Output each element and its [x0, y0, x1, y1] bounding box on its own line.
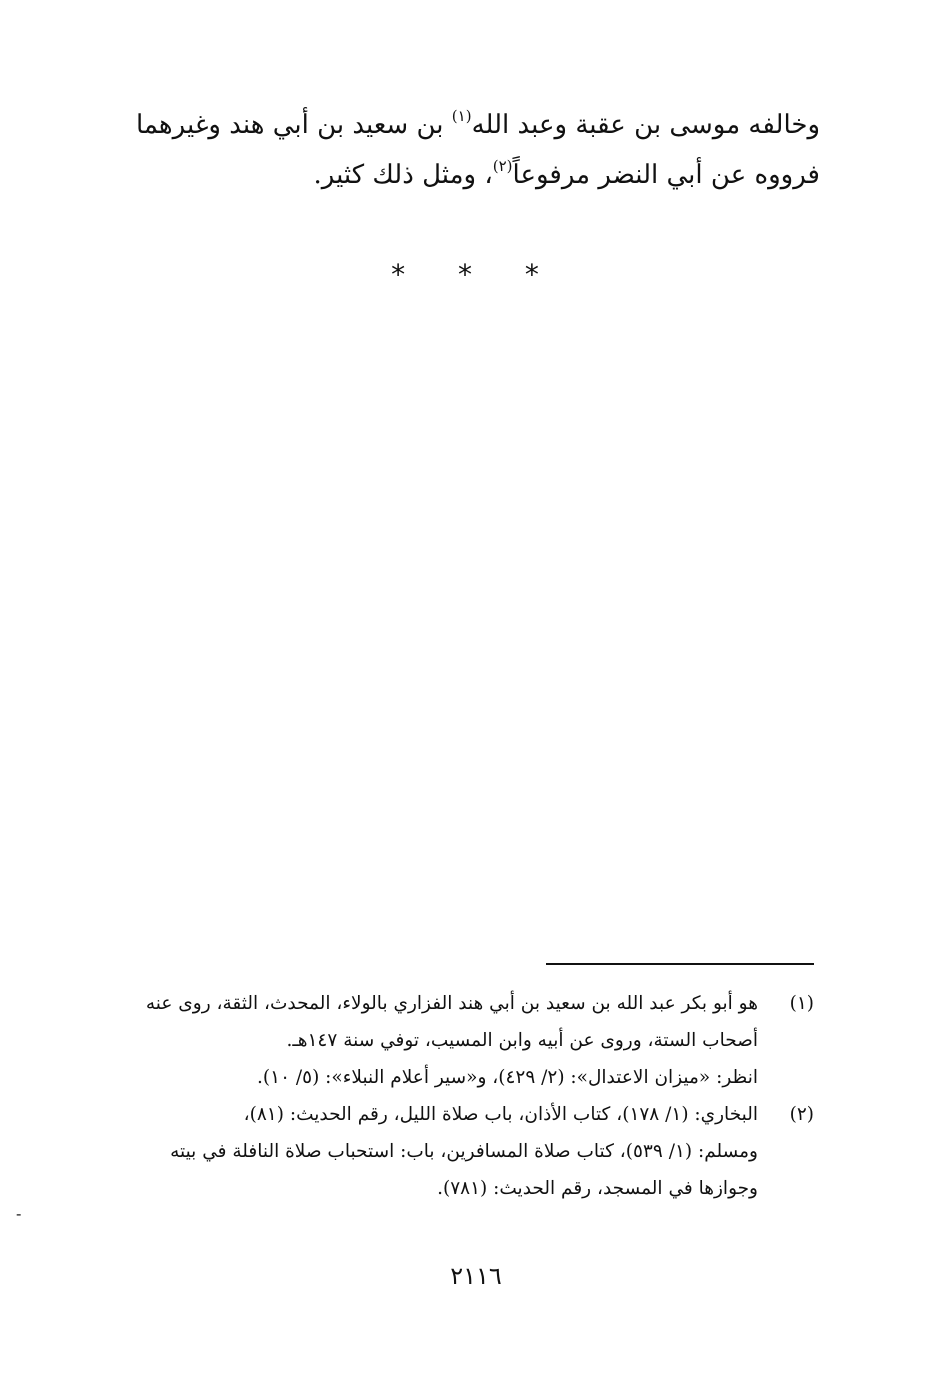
footnote-line: أصحاب الستة، وروى عن أبيه وابن المسيب، توفي سنة ١٤٧هـ. — [286, 1030, 758, 1051]
footnote-line: ومسلم: (١/ ٥٣٩)، كتاب صلاة المسافرين، باب: استحباب صلاة النافلة في بيته — [170, 1141, 758, 1162]
footnote-2 — [134, 1096, 814, 1207]
main-text-segment: ، ومثل ذلك كثير. — [313, 160, 493, 190]
main-text-block — [120, 100, 820, 200]
main-text-line-2 — [120, 150, 820, 200]
footnote-1 — [134, 985, 814, 1096]
main-text-segment: بن سعيد بن أبي هند وغيرهما — [135, 110, 452, 140]
margin-mark: - — [16, 1204, 22, 1223]
footnote-line: انظر: «ميزان الاعتدال»: (٢/ ٤٢٩)، و«سير أعلام النبلاء»: (٥/ ١٠). — [257, 1067, 758, 1088]
footnote-divider — [546, 963, 814, 965]
footnote-line: وجوازها في المسجد، رقم الحديث: (٧٨١). — [437, 1178, 758, 1199]
footnote-line: هو أبو بكر عبد الله بن سعيد بن أبي هند الفزاري بالولاء، المحدث، الثقة، روى عنه — [145, 993, 758, 1014]
main-text-segment: وخالفه موسى بن عقبة وعبد الله — [471, 110, 820, 140]
footnote-number: (١) — [789, 993, 814, 1014]
footnote-ref-2[interactable]: (٢) — [492, 157, 513, 176]
footnotes-block — [134, 985, 814, 1207]
section-separator: * * * — [391, 258, 561, 291]
footnote-number: (٢) — [789, 1104, 814, 1125]
main-text-segment: فرووه عن أبي النضر مرفوعاً — [512, 160, 820, 190]
footnote-ref-1[interactable]: (١) — [451, 107, 472, 126]
page-number: ٢١١٦ — [450, 1262, 502, 1290]
main-text-line-1 — [120, 100, 820, 150]
footnote-line: البخاري: (١/ ١٧٨)، كتاب الأذان، باب صلاة الليل، رقم الحديث: (٨١)، — [243, 1104, 758, 1125]
